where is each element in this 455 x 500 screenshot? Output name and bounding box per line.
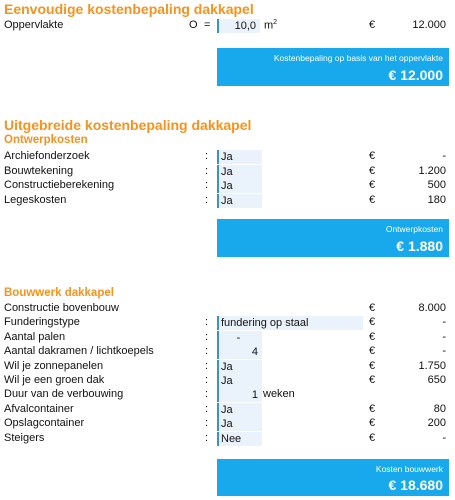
design-total-caption: Ontwerpkosten [385, 224, 443, 234]
row-euro: € [369, 431, 376, 444]
row-amount: - [442, 330, 446, 343]
row-amount: 8.000 [418, 302, 446, 314]
row-euro: € [369, 330, 376, 343]
row-euro: € [369, 193, 376, 206]
design-total-box [217, 219, 449, 257]
row-label: Funderingstype [4, 316, 80, 329]
row-label: Wil je zonnepanelen [4, 359, 104, 372]
row-amount: - [442, 345, 446, 358]
row-euro: € [369, 417, 376, 430]
row-label: Aantal palen [4, 330, 66, 343]
row-amount: - [442, 316, 446, 329]
row-amount: 650 [427, 374, 446, 386]
row-label: Archiefonderzoek [4, 150, 90, 162]
row-input[interactable]: Ja [217, 360, 262, 374]
row-euro: € [369, 179, 376, 191]
row-label: Aantal dakramen / lichtkoepels [4, 345, 154, 358]
row-label: Duur van de verbouwing [4, 388, 124, 401]
row-unit: weken [263, 388, 295, 401]
area-equals: = [204, 19, 211, 31]
build-title: Bouwwerk dakkapel [4, 287, 114, 299]
row-colon: : [205, 359, 209, 372]
area-o: O [189, 19, 198, 31]
row-amount: 500 [427, 179, 446, 191]
row-input[interactable]: Nee [217, 432, 262, 446]
design-title: Ontwerpkosten [4, 134, 88, 146]
simple-total-value: € 12.000 [388, 67, 443, 83]
area-unit: $m^2$ [264, 19, 278, 32]
row-input[interactable]: 1 [217, 388, 262, 402]
row-label: Legeskosten [4, 193, 67, 206]
row-euro: € [369, 302, 376, 314]
simple-title: Eenvoudige kostenbepaling dakkapel [4, 1, 254, 17]
row-input[interactable]: fundering op staal [217, 316, 363, 330]
row-colon: : [205, 193, 209, 206]
row-input[interactable]: Ja [217, 403, 262, 417]
row-amount: - [442, 150, 446, 162]
row-amount: 80 [433, 402, 446, 415]
row-input[interactable]: Ja [217, 417, 262, 431]
area-amount: 12.000 [412, 19, 446, 31]
area-euro: € [369, 19, 376, 31]
row-amount: - [442, 431, 446, 444]
row-colon: : [205, 150, 209, 162]
row-euro: € [369, 359, 376, 372]
row-colon: : [205, 179, 209, 191]
area-label: Oppervlakte [4, 19, 64, 31]
row-label: Constructie bovenbouw [4, 302, 119, 314]
row-amount: 1.750 [418, 359, 446, 372]
row-label: Constructieberekening [4, 179, 115, 191]
row-euro: € [369, 374, 376, 386]
row-colon: : [205, 402, 209, 415]
row-input[interactable]: Ja [217, 374, 262, 388]
row-euro: € [369, 150, 376, 162]
row-label: Wil je een groen dak [4, 374, 105, 386]
row-input[interactable]: Ja [217, 179, 262, 193]
row-label: Afvalcontainer [4, 402, 74, 415]
row-colon: : [205, 374, 209, 386]
area-input[interactable]: 10,0 [217, 19, 260, 33]
simple-total-box [217, 48, 449, 86]
row-colon: : [205, 431, 209, 444]
row-colon: : [205, 316, 209, 329]
row-colon: : [205, 388, 209, 401]
build-total-value: € 18.680 [388, 477, 443, 493]
build-total-caption: Kosten bouwwerk [375, 464, 443, 474]
row-euro: € [369, 402, 376, 415]
row-input[interactable]: Ja [217, 165, 262, 179]
row-input[interactable]: Ja [217, 150, 262, 164]
row-euro: € [369, 164, 376, 177]
row-label: Opslagcontainer [4, 417, 85, 430]
extended-title: Uitgebreide kostenbepaling dakkapel [4, 117, 252, 133]
row-input[interactable]: 4 [217, 345, 262, 359]
row-colon: : [205, 164, 209, 177]
row-label: Bouwtekening [4, 164, 74, 177]
row-euro: € [369, 316, 376, 329]
design-total-value: € 1.880 [396, 238, 443, 254]
row-amount: 1.200 [418, 164, 446, 177]
build-total-box [217, 459, 449, 496]
simple-total-caption: Kostenbepaling op basis van het oppervlakte [273, 53, 443, 63]
row-input[interactable]: Ja [217, 194, 262, 208]
row-amount: 200 [427, 417, 446, 430]
row-colon: : [205, 417, 209, 430]
row-colon: : [205, 330, 209, 343]
row-label: Steigers [4, 431, 45, 444]
row-amount: 180 [427, 193, 446, 206]
row-input[interactable]: - [217, 331, 262, 345]
row-euro: € [369, 345, 376, 358]
row-colon: : [205, 345, 209, 358]
